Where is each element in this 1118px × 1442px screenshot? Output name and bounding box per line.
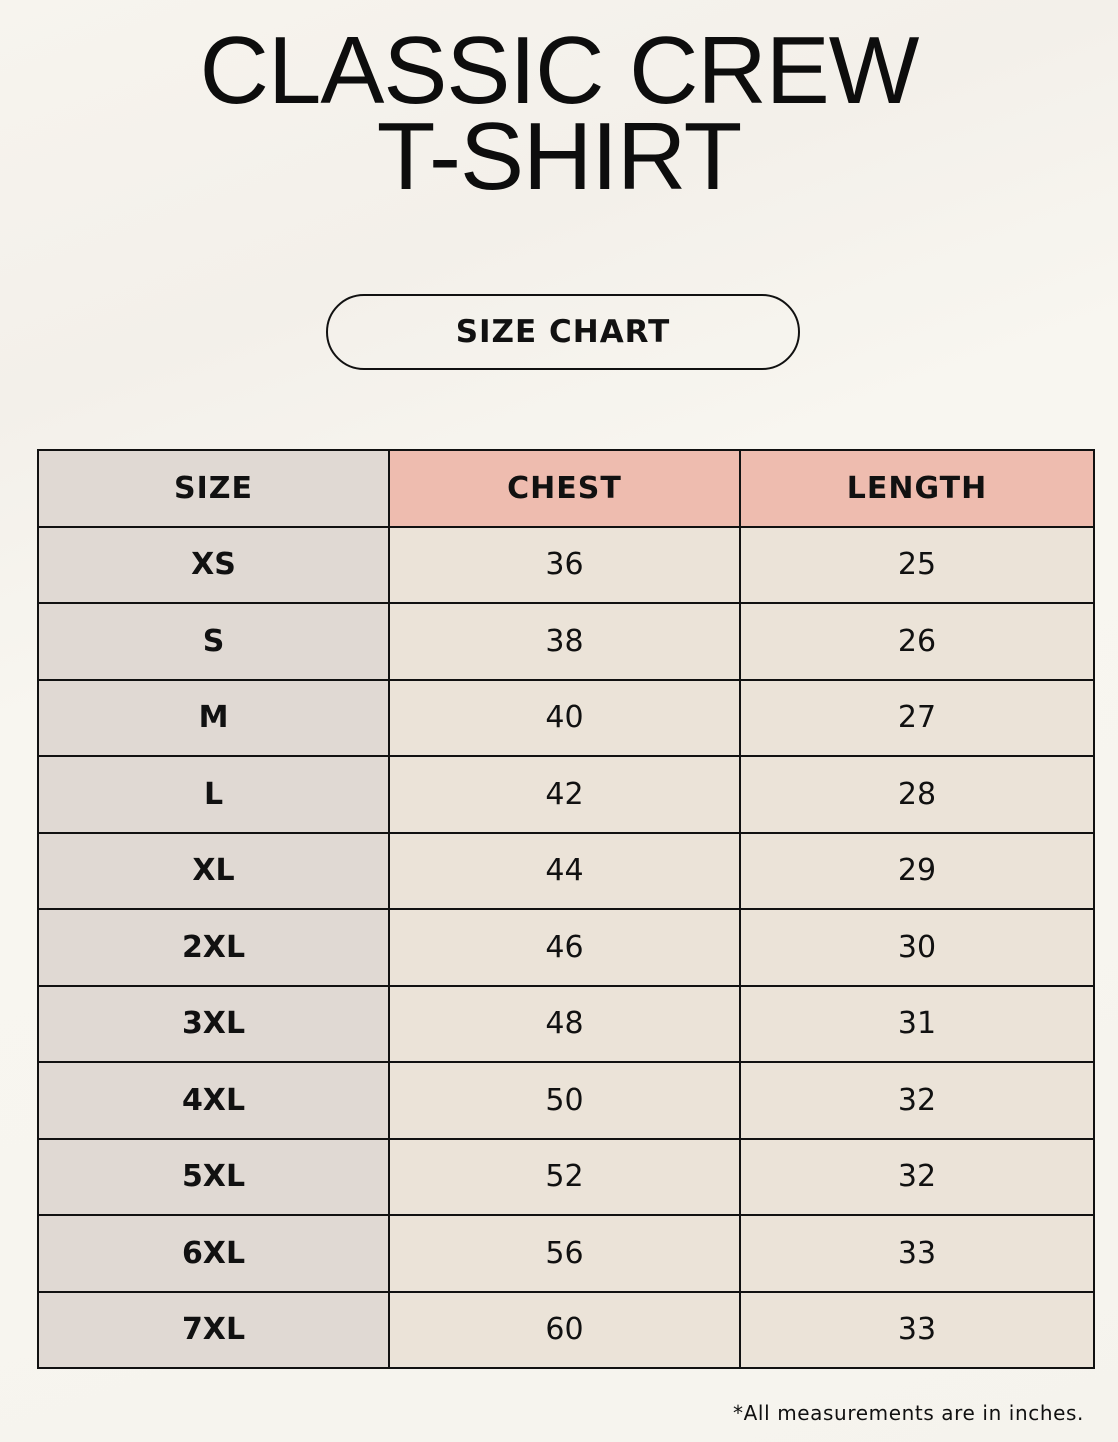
length-cell: 33	[740, 1215, 1094, 1292]
size-cell: XS	[38, 527, 389, 604]
header-chest: CHEST	[389, 450, 740, 527]
title-line-1: CLASSIC CREW	[199, 17, 919, 124]
length-cell: 27	[740, 680, 1094, 757]
length-cell: 30	[740, 909, 1094, 986]
length-cell: 32	[740, 1139, 1094, 1216]
length-cell: 26	[740, 603, 1094, 680]
header-length: LENGTH	[740, 450, 1094, 527]
chest-cell: 44	[389, 833, 740, 910]
chest-cell: 40	[389, 680, 740, 757]
length-cell: 28	[740, 756, 1094, 833]
length-cell: 29	[740, 833, 1094, 910]
table-row	[38, 527, 1094, 604]
table-row	[38, 680, 1094, 757]
size-cell: 7XL	[38, 1292, 389, 1369]
size-chart-badge: SIZE CHART	[326, 294, 800, 370]
footnote: *All measurements are in inches.	[733, 1401, 1084, 1425]
length-cell: 32	[740, 1062, 1094, 1139]
chest-cell: 36	[389, 527, 740, 604]
size-cell: 6XL	[38, 1215, 389, 1292]
table-body	[38, 527, 1094, 1369]
table-row	[38, 986, 1094, 1063]
table-row	[38, 1139, 1094, 1216]
header-size: SIZE	[38, 450, 389, 527]
table-row	[38, 1215, 1094, 1292]
size-cell: 2XL	[38, 909, 389, 986]
size-cell: 4XL	[38, 1062, 389, 1139]
page-title	[0, 17, 1118, 210]
size-cell: XL	[38, 833, 389, 910]
table-row	[38, 1062, 1094, 1139]
chest-cell: 42	[389, 756, 740, 833]
length-cell: 31	[740, 986, 1094, 1063]
title-line-2: T-SHIRT	[376, 103, 742, 210]
table-row	[38, 1292, 1094, 1369]
size-cell: 5XL	[38, 1139, 389, 1216]
size-cell: S	[38, 603, 389, 680]
table-row	[38, 603, 1094, 680]
chest-cell: 60	[389, 1292, 740, 1369]
table-row	[38, 909, 1094, 986]
chest-cell: 48	[389, 986, 740, 1063]
table-row	[38, 756, 1094, 833]
size-table	[37, 449, 1095, 1369]
length-cell: 25	[740, 527, 1094, 604]
size-cell: M	[38, 680, 389, 757]
chest-cell: 52	[389, 1139, 740, 1216]
chest-cell: 46	[389, 909, 740, 986]
size-cell: 3XL	[38, 986, 389, 1063]
chest-cell: 56	[389, 1215, 740, 1292]
length-cell: 33	[740, 1292, 1094, 1369]
chest-cell: 38	[389, 603, 740, 680]
table-header-row	[38, 450, 1094, 527]
size-cell: L	[38, 756, 389, 833]
table-row	[38, 833, 1094, 910]
chest-cell: 50	[389, 1062, 740, 1139]
